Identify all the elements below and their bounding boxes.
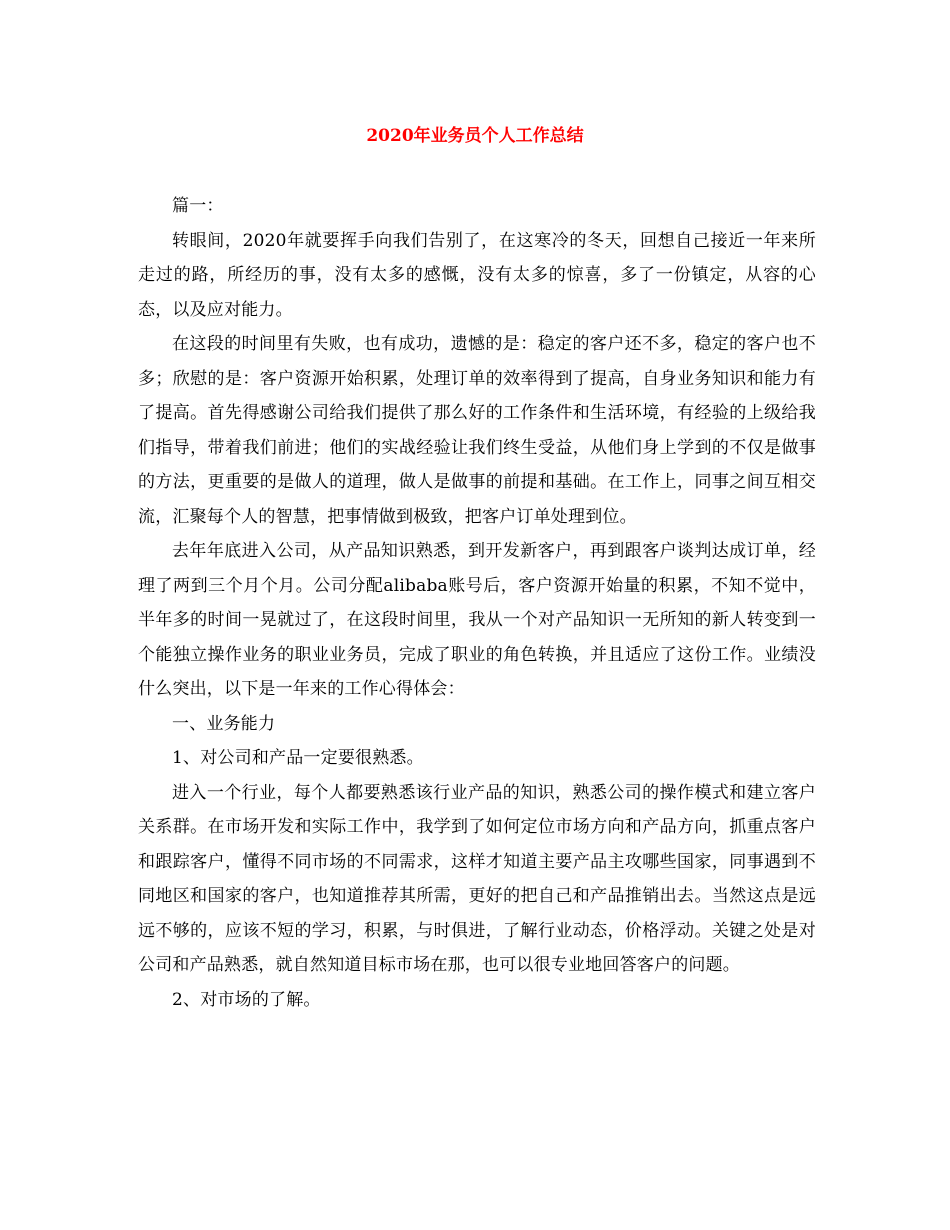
paragraph: 在这段的时间里有失败，也有成功，遗憾的是：稳定的客户还不多，稳定的客户也不多；欣慰的是：客户资源开始积累，处理订单的效率得到了提高，自身业务知识和能力有了提高。首先得感谢公司给我们提供了那么好的工作条件和生活环境，有经验的上级给我们指导，带着我们前进；他们的实战经验让我们终生受益，从他们身上学到的不仅是做事的方法，更重要的是做人的道理，做人是做事的前提和基础。在工作上，同事之间互相交流，汇聚每个人的智慧，把事情做到极致，把客户订单处理到位。 <box>138 334 816 527</box>
document-body <box>138 189 816 1017</box>
section-heading: 一、业务能力 <box>172 713 276 734</box>
paragraph: 去年年底进入公司，从产品知识熟悉，到开发新客户，再到跟客户谈判达成订单，经理了两到三个月个月。公司分配alibaba账号后，客户资源开始量的积累，不知不觉中，半年多的时间一晃就过了，在这段时间里，我从一个对产品知识一无所知的新人转变到一个能独立操作业务的职业业务员，完成了职业的角色转换，并且适应了这份工作。业绩没什么突出，以下是一年来的工作心得体会： <box>138 541 816 699</box>
subsection-heading: 2、对市场的了解。 <box>172 989 321 1010</box>
paragraph: 进入一个行业，每个人都要熟悉该行业产品的知识，熟悉公司的操作模式和建立客户关系群。在市场开发和实际工作中，我学到了如何定位市场方向和产品方向，抓重点客户和跟踪客户，懂得不同市场的不同需求，这样才知道主要产品主攻哪些国家，同事遇到不同地区和国家的客户，也知道推荐其所需，更好的把自己和产品推销出去。当然这点是远远不够的，应该不短的学习，积累，与时俱进，了解行业动态，价格浮动。关键之处是对公司和产品熟悉，就自然知道目标市场在那，也可以很专业地回答客户的问题。 <box>138 782 816 975</box>
subsection-heading: 1、对公司和产品一定要很熟悉。 <box>172 748 424 768</box>
section-label: 篇一： <box>172 196 224 216</box>
document-title: 2020年业务员个人工作总结 <box>366 126 584 146</box>
paragraph: 转眼间，2020年就要挥手向我们告别了，在这寒冷的冬天，回想自己接近一年来所走过的路，所经历的事，没有太多的感慨，没有太多的惊喜，多了一份镇定，从容的心态，以及应对能力。 <box>138 230 816 320</box>
